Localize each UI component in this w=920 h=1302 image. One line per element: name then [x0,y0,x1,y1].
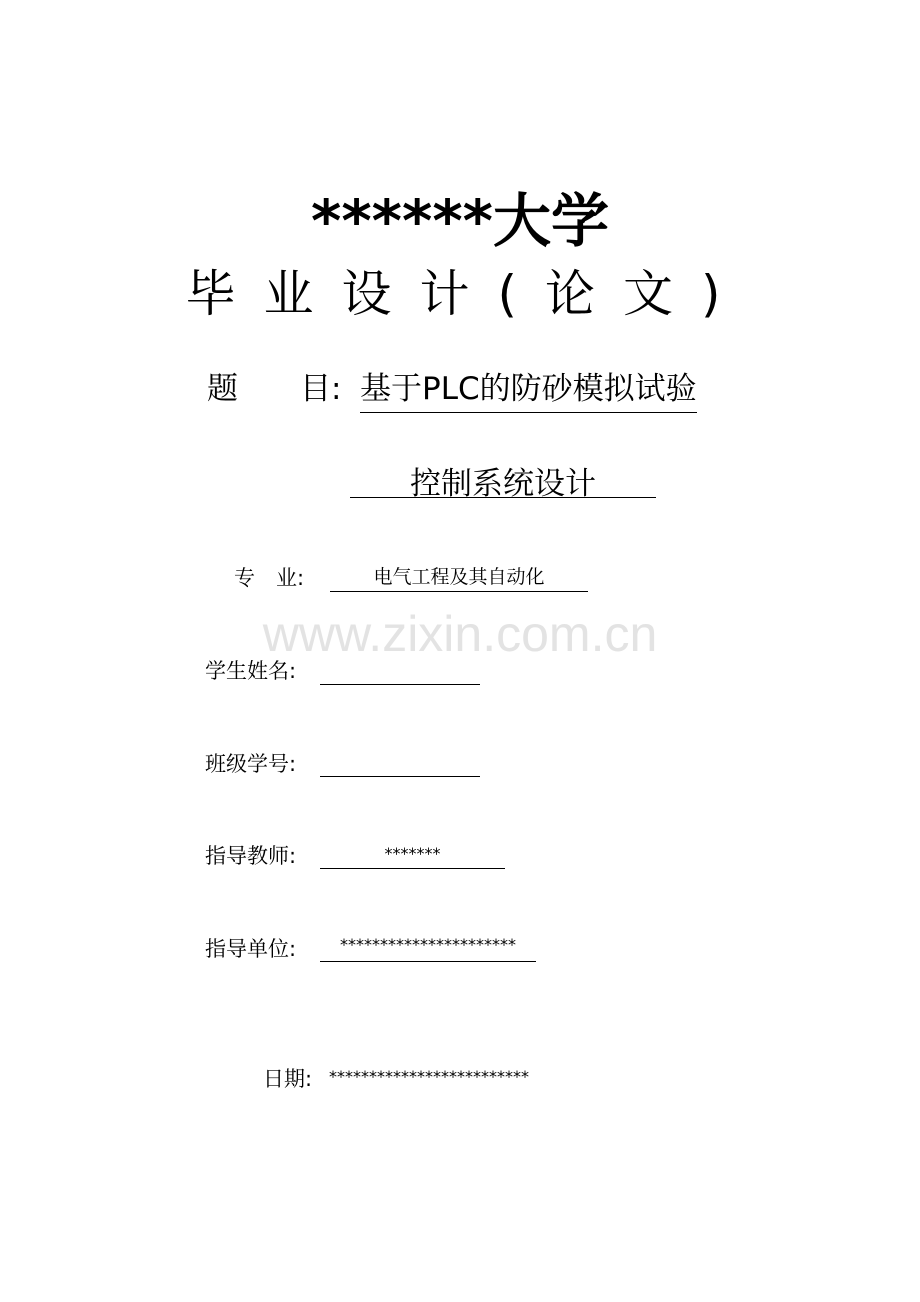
major-underline [330,591,588,592]
major-label: 专 业: [234,566,305,590]
advisor-unit-underline [320,961,536,962]
topic-title-line-1: 基于PLC的防砂模拟试验 [360,366,697,413]
date-value: ************************* [329,1067,529,1086]
student-name-label: 学生姓名: [205,659,297,683]
advisor-unit-value: ********************** [340,935,516,954]
advisor-underline [320,868,505,869]
thesis-type-title: 毕业设计(论文) [185,265,749,323]
advisor-label: 指导教师: [205,844,297,868]
advisor-value: ******* [384,844,441,863]
topic-title-line-2: 控制系统设计 [410,466,596,502]
student-name-underline [320,684,480,685]
topic-underline [350,497,656,498]
watermark: www.zixin.com.cn [262,606,658,662]
advisor-unit-label: 指导单位: [205,937,297,961]
university-name: ******大学 [311,187,609,255]
date-label: 日期: [263,1067,313,1091]
topic-label: 题 目: [207,371,342,407]
class-number-underline [320,776,480,777]
class-number-label: 班级学号: [205,752,297,776]
major-value: 电气工程及其自动化 [373,566,545,588]
